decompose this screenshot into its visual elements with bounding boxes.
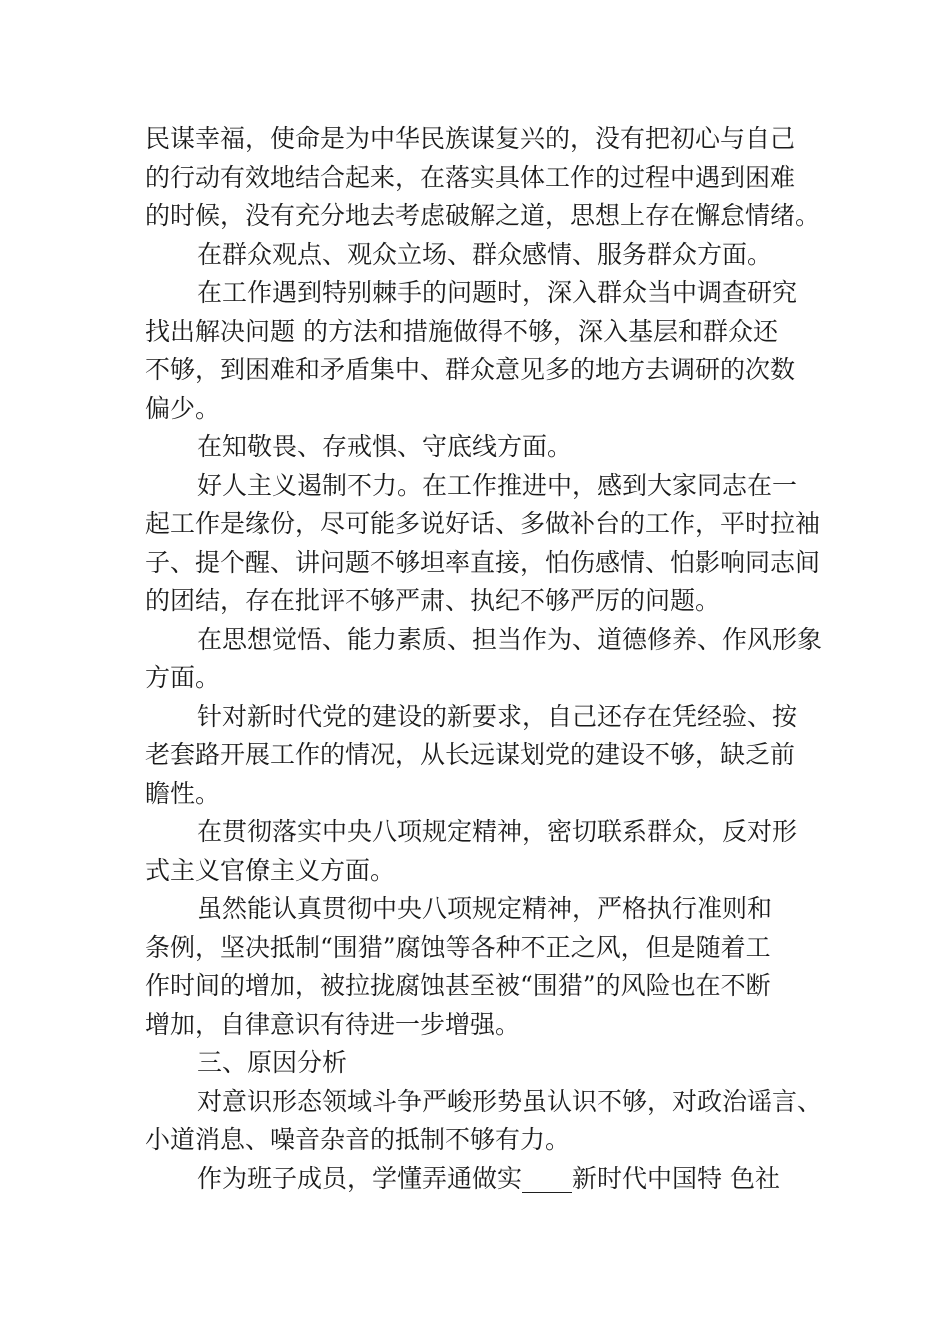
- text-line: 偏少。: [145, 393, 221, 423]
- text-line: 作为班子成员，学懂弄通做实____新时代中国特 色社: [197, 1163, 780, 1193]
- text-line: 条例，坚决抵制“围猎”腐蚀等各种不正之风，但是随着工: [145, 932, 771, 962]
- text-line: 增加，自律意识有待进一步增强。: [145, 1009, 521, 1039]
- text-line: 不够，到困难和矛盾集中、群众意见多的地方去调研的次数: [145, 355, 796, 384]
- text-line: 小道消息、噪音杂音的抵制不够有力。: [145, 1125, 571, 1154]
- text-line: 虽然能认真贯彻中央八项规定精神，严格执行准则和: [197, 894, 773, 923]
- text-line: 起工作是缘份，尽可能多说好话、多做补台的工作，平时拉袖: [145, 509, 821, 538]
- text-line: 作时间的增加，被拉拢腐蚀甚至被“围猎”的风险也在不断: [145, 971, 771, 1000]
- text-line: 民谋幸福，使命是为中华民族谋复兴的，没有把初心与自己: [145, 124, 796, 153]
- text-line: 找出解决问题 的方法和措施做得不够，深入基层和群众还: [145, 316, 778, 346]
- text-line: 的时候，没有充分地去考虑破解之道，思想上存在懈怠情绪。: [145, 201, 821, 230]
- text-line: 式主义官僚主义方面。: [145, 855, 396, 885]
- text-line: 子、提个醒、讲问题不够坦率直接，怕伤感情、怕影响同志间: [145, 547, 821, 577]
- text-line: 在群众观点、观众立场、群众感情、服务群众方面。: [197, 239, 773, 269]
- text-line: 在工作遇到特别棘手的问题时，深入群众当中调查研究: [197, 278, 798, 307]
- text-line: 的团结，存在批评不够严肃、执纪不够严厉的问题。: [145, 586, 721, 615]
- text-line: 的行动有效地结合起来，在落实具体工作的过程中遇到困难: [145, 162, 796, 192]
- text-line: 老套路开展工作的情况，从长远谋划党的建设不够，缺乏前: [145, 740, 796, 769]
- text-line: 在知敬畏、存戒惧、守底线方面。: [197, 432, 573, 461]
- text-line: 在思想觉悟、能力素质、担当作为、道德修养、作风形象: [197, 624, 823, 654]
- text-line: 好人主义遏制不力。在工作推进中，感到大家同志在一: [197, 470, 798, 500]
- document-body: [145, 120, 825, 1198]
- text-line: 瞻性。: [145, 778, 221, 808]
- text-line: 对意识形态领域斗争严峻形势虽认识不够，对政治谣言、: [197, 1086, 823, 1116]
- text-line: 针对新时代党的建设的新要求，自己还存在凭经验、按: [197, 701, 798, 731]
- text-line: 三、原因分析: [197, 1048, 348, 1077]
- text-line: 在贯彻落实中央八项规定精神，密切联系群众，反对形: [197, 817, 798, 846]
- text-line: 方面。: [145, 663, 221, 692]
